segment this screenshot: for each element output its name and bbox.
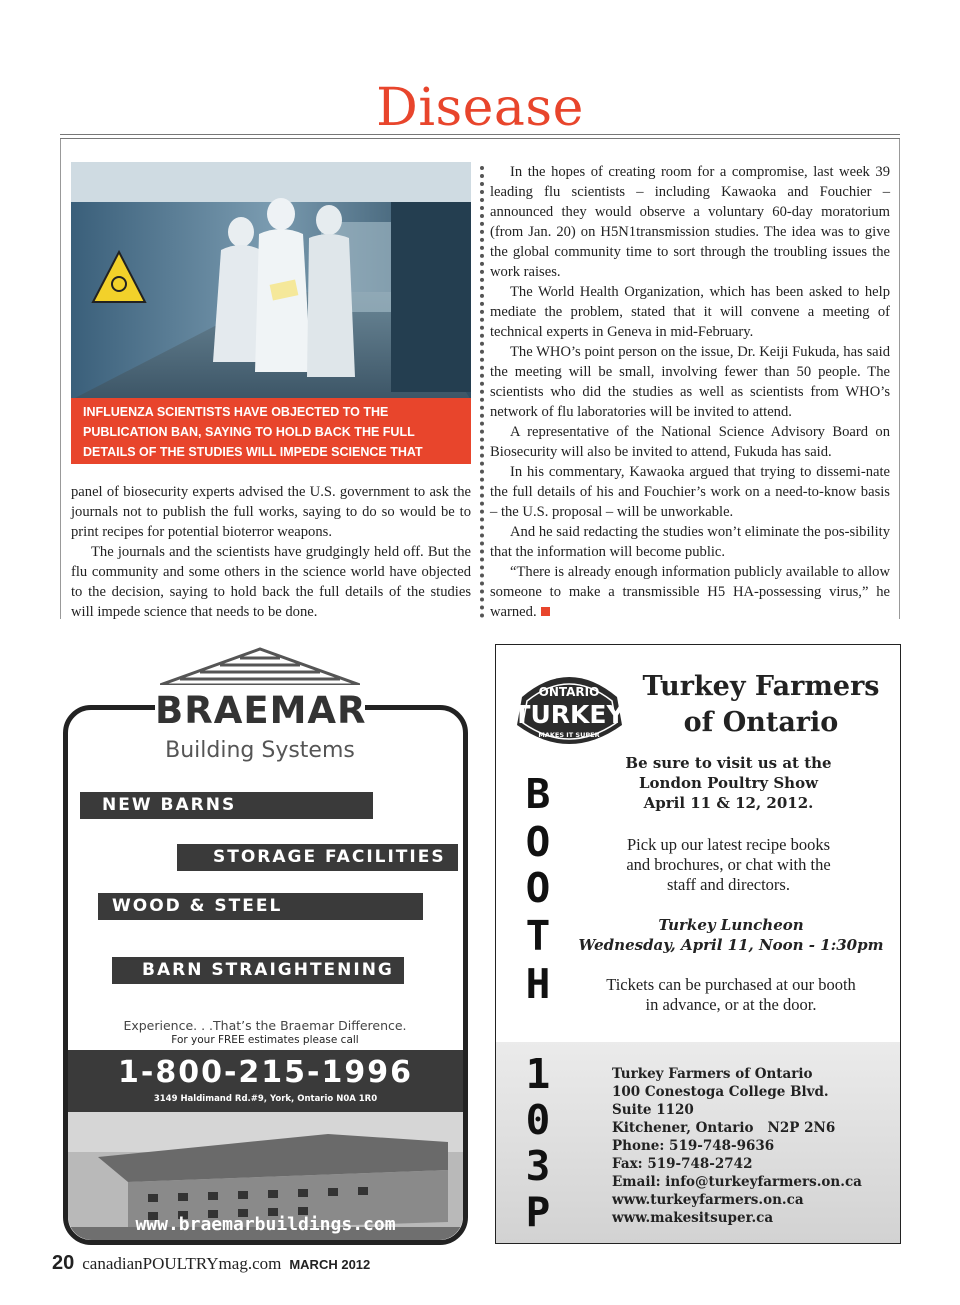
braemar-ad[interactable] [60,645,470,1245]
contact-line: Kitchener, Ontario N2P 2N6 [612,1120,836,1136]
braemar-subtitle: Building Systems [165,738,355,763]
visit-line: London Poultry Show [639,774,818,792]
lab-scientists-image [71,162,471,400]
braemar-address: 3149 Haldimand Rd.#9, York, Ontario N0A 1R0 [153,1094,378,1104]
page-number: 20 [52,1252,75,1274]
ontario-turkey-logo [512,663,627,755]
contact-website[interactable]: www.makesitsuper.ca [612,1210,774,1226]
visit-block [596,753,861,813]
booth-letter: O [525,818,551,866]
contact-fax: Fax: 519-748-2742 [612,1156,753,1172]
braemar-tagline: Experience. . .That’s the Braemar Difference. [123,1018,407,1033]
band-structures: WOOD & STEEL STRUCTURES [98,893,423,920]
paragraph: The World Health Organization, which has been asked to help mediate the problem, stated that it will convene a meeting of technical experts in Geneva in mid-February. [490,284,890,340]
booth-letter: O [525,864,551,912]
footer-issue: MARCH 2012 [289,1257,371,1272]
lunch-line: Wednesday, April 11, Noon - 1:30pm [578,936,884,954]
braemar-url[interactable]: www.braemarbuildings.com [135,1214,396,1235]
braemar-phone[interactable]: 1-800-215-1996 [118,1055,413,1090]
booth-letter: 3 [525,1142,551,1190]
contact-block [612,1065,897,1227]
booth-letter: 1 [525,1050,551,1098]
paragraph: panel of biosecurity experts advised the U.S. government to ask the journals not to publish the full works, saying to do so would be to print recipes for potential bioterror weapons. [71,484,471,540]
paragraph: A representative of the National Science Advisory Board on Biosecurity will also be invited to attend, Fukuda has said. [490,424,890,460]
band-new-barns: NEW BARNS [80,792,373,819]
band-straightening: BARN STRAIGHTENING [112,957,404,984]
article-photo [71,162,471,400]
tickets-block [581,975,881,1015]
paragraph: And he said redacting the studies won’t eliminate the pos-sibility that the information will become public. [490,524,890,560]
turkey-title [636,669,886,741]
pick-line: staff and directors. [667,875,790,894]
right-column [490,162,890,622]
contact-line: 100 Conestoga College Blvd. [612,1084,829,1100]
logo-sub-text: MAKES IT SUPER [538,731,600,739]
luncheon-block [576,915,886,955]
pick-line: Pick up our latest recipe books [627,835,830,854]
left-column [71,482,471,622]
contact-line: Suite 1120 [612,1102,694,1118]
pick-block [596,835,861,895]
section-title: Disease [376,78,584,138]
title-line: of Ontario [683,707,839,738]
paragraph: In the hopes of creating room for a compromise, last week 39 leading flu scientists – including Kawaoka and Fouchier – announced they would observe a voluntary 60-day moratorium (from Jan. 20) on H5N1transmission studies. The idea was to give the global community time to sort through the troubling issues the work raises. [490,164,890,280]
turkey-ad[interactable] [495,644,901,1244]
contact-phone[interactable]: Phone: 519-748-9636 [612,1138,775,1154]
band-storage: STORAGE FACILITIES [177,844,458,871]
ticket-line: Tickets can be purchased at our booth [606,975,856,994]
column-divider [480,166,484,618]
paragraph: The journals and the scientists have grudgingly held off. But the flu community and some others in the science world have objected to the decision, saying to hold back the full details of the studies will impede science that needs to be done. [71,544,471,620]
pick-line: and brochures, or chat with the [626,855,831,874]
paragraph-last [490,562,890,622]
visit-line: April 11 & 12, 2012. [643,794,814,812]
contact-website[interactable]: www.turkeyfarmers.on.ca [612,1192,804,1208]
booth-letter: P [525,1188,551,1236]
booth-letter: T [525,912,551,960]
roof-logo-icon [160,645,360,685]
booth-letter: H [525,960,551,1008]
paragraph: The WHO’s point person on the issue, Dr. Keiji Fukuda, has said the meeting will be small, involving fewer than 50 people. The scientists who did the studies as well as scientists from WHO’s network of flu laboratories will be invited to attend. [490,344,890,420]
footer-site: canadianPOULTRYmag.com [82,1254,282,1273]
paragraph-text: “There is already enough information publicly available to allow someone to make a transmissible H5 HA-possessing virus,” he warned. [490,564,890,620]
lunch-line: Turkey Luncheon [658,916,804,934]
paragraph: In his commentary, Kawaoka argued that trying to dissemi-nate the full details of his and Fouchier’s work on a need-to-know basis – the U.S. proposal – will be unworkable. [490,464,890,520]
logo-main-text: TURKEY [513,700,625,729]
visit-line: Be sure to visit us at the [625,754,832,772]
contact-email[interactable]: Email: info@turkeyfarmers.on.ca [612,1174,862,1190]
logo-top-text: ONTARIO [538,685,600,699]
photo-caption: INFLUENZA SCIENTISTS HAVE OBJECTED TO THE PUBLICATION BAN, SAYING TO HOLD BACK THE FULL DETAILS OF THE STUDIES WILL IMPEDE SCIENCE THAT NEEDS TO BE DONE. [71,398,471,464]
page-footer [52,1252,370,1274]
booth-letter: 0 [525,1096,551,1144]
braemar-logo: BRAEMAR [155,689,367,732]
title-line: Turkey Farmers [642,671,880,702]
end-mark-icon [541,607,550,616]
contact-line: Turkey Farmers of Ontario [612,1066,813,1082]
ticket-line: in advance, or at the door. [645,995,817,1014]
braemar-estimate: For your FREE estimates please call [171,1034,359,1046]
booth-letter: B [525,770,551,818]
